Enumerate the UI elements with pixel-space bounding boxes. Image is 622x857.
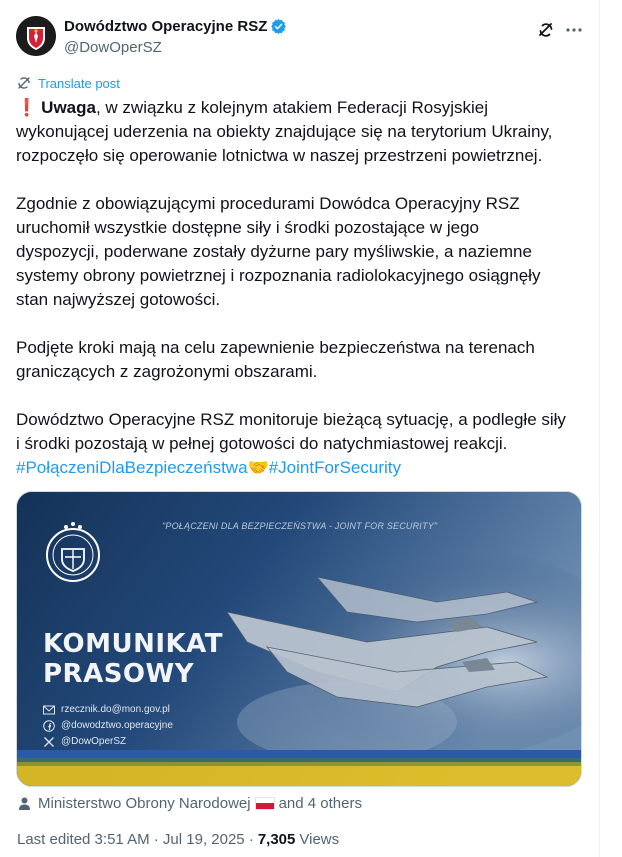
p1-line-3: rozpoczęło się operowanie lotnictwa w naszej przestrzeni powietrznej. — [16, 146, 543, 165]
headline-line-2: PRASOWY — [43, 659, 195, 689]
paragraph-2 — [16, 192, 586, 312]
person-icon — [17, 796, 32, 811]
p2-line-3: dyspozycji, poderwane zostały dyżurne pary myśliwskie, a naziemne — [16, 242, 532, 261]
contact-x: @DowOperSZ — [61, 736, 127, 747]
more-icon[interactable] — [564, 20, 584, 40]
poland-flag-icon — [255, 797, 275, 810]
author-display-name[interactable]: Dowództwo Operacyjne RSZ — [64, 17, 268, 35]
paragraph-3 — [16, 336, 586, 384]
edited-timestamp[interactable]: Last edited 3:51 AM · Jul 19, 2025 · — [17, 831, 254, 848]
post-header — [16, 12, 586, 62]
p4-line-1: Dowództwo Operacyjne RSZ monitoruje bieżącą sytuację, a podległe siły — [16, 410, 566, 429]
paragraph-1 — [16, 96, 586, 168]
p3-line-1: Podjęte kroki mają na celu zapewnienie bezpieczeństwa na terenach — [16, 338, 535, 357]
author-names — [64, 16, 287, 58]
contact-facebook: @dowodztwo.operacyjne — [61, 720, 173, 731]
views-count: 7,305 — [257, 831, 296, 848]
translate-label: Translate post — [38, 75, 120, 91]
author-avatar[interactable] — [16, 16, 56, 56]
verified-badge-icon[interactable] — [270, 18, 287, 35]
post-image[interactable] — [16, 491, 582, 787]
post-text — [16, 96, 586, 480]
tagged-primary: Ministerstwo Obrony Narodowej — [38, 794, 251, 812]
contact-facebook-row — [43, 718, 173, 734]
p2-line-4: systemy obrony powietrznej i rozpoznania radiolokacyjnego osiągnęły — [16, 266, 541, 285]
column-divider — [599, 0, 600, 857]
p1-line-2: wykonującej uderzenia na obiekty znajdujące się na terytorium Ukrainy, — [16, 122, 553, 141]
hashtag-polaczeni[interactable]: #PołączeniDlaBezpieczeństwa — [16, 458, 248, 477]
headline-line-1: KOMUNIKAT — [43, 629, 223, 659]
image-slogan: "POŁĄCZENI DLA BEZPIECZEŃSTWA - JOINT FOR SECURITY" — [162, 521, 438, 531]
tagged-users[interactable] — [17, 794, 362, 812]
contact-x-row — [43, 734, 173, 750]
p1-line-1: , w związku z kolejnym atakiem Federacji Rosyjskiej — [95, 98, 489, 117]
p2-line-1: Zgodnie z obowiązującymi procedurami Dowódca Operacyjny RSZ — [16, 194, 520, 213]
image-headline — [43, 629, 223, 689]
tagged-others: and 4 others — [278, 794, 362, 812]
author-handle[interactable]: @DowOperSZ — [64, 39, 162, 56]
translate-post-link[interactable] — [16, 75, 120, 91]
image-contacts — [43, 702, 173, 750]
hashtag-joint-for-security[interactable]: #JointForSecurity — [268, 458, 401, 477]
p2-line-2: uruchomił wszystkie dostępne siły i środki pozostające w jego — [16, 218, 479, 237]
views-label: Views — [299, 831, 340, 848]
exclamation-emoji: ❗ — [16, 98, 38, 117]
contact-email: rzecznik.do@mon.gov.pl — [61, 704, 170, 715]
operational-command-emblem — [44, 519, 102, 585]
p3-line-2: graniczących z zagrożonymi obszarami. — [16, 362, 318, 381]
envelope-icon — [43, 704, 55, 716]
grok-icon[interactable] — [536, 20, 556, 40]
p4-line-2: i środki pozostają w pełnej gotowości do natychmiastowej reakcji. — [16, 434, 508, 453]
p2-line-5: stan najwyższej gotowości. — [16, 290, 221, 309]
translate-icon — [16, 75, 32, 91]
contact-email-row — [43, 702, 173, 718]
uwaga-bold: Uwaga — [41, 98, 96, 117]
paragraph-4 — [16, 408, 586, 480]
facebook-icon — [43, 720, 55, 732]
post-meta — [17, 830, 339, 850]
handshake-emoji: 🤝 — [247, 458, 269, 477]
x-logo-icon — [43, 736, 55, 748]
